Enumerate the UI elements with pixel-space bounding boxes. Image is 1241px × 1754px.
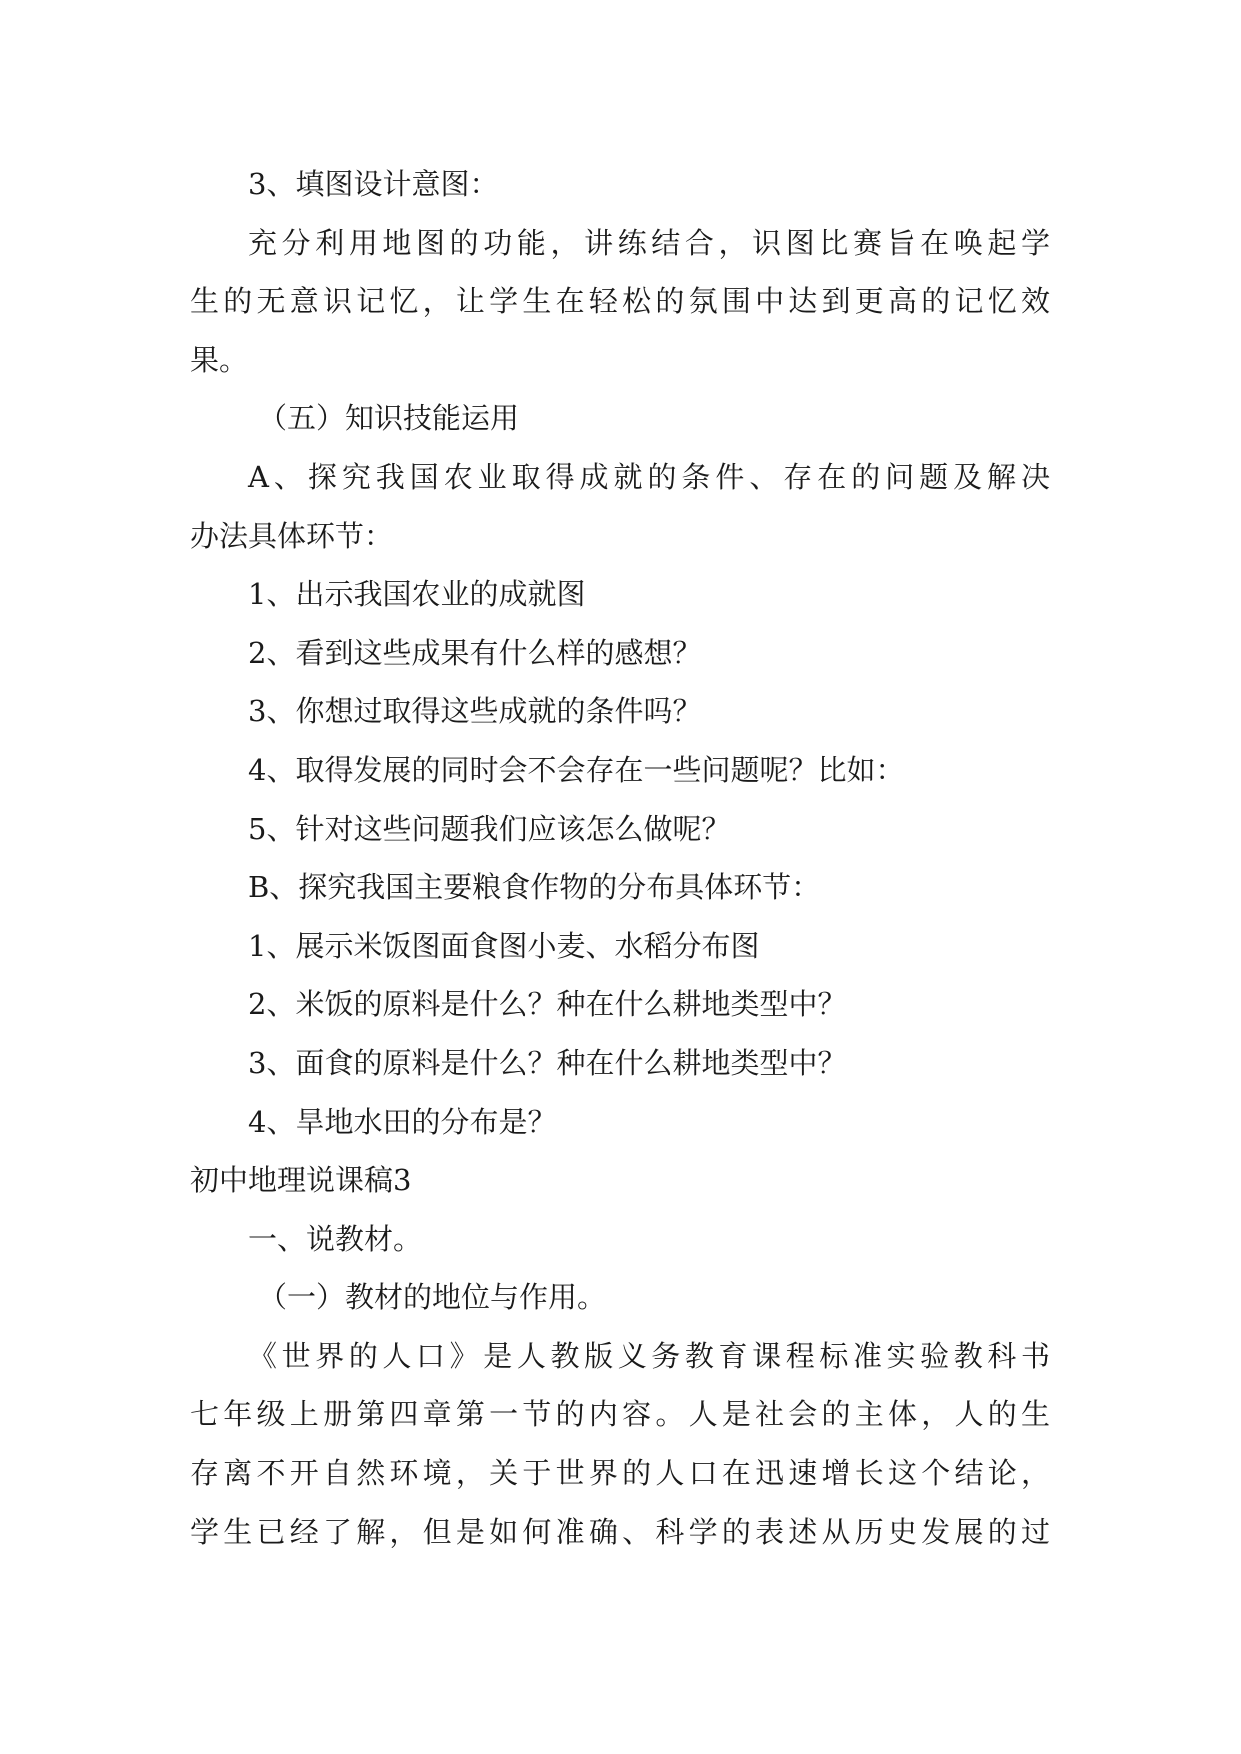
list-item: 4、取得发展的同时会不会存在一些问题呢？比如： <box>248 752 905 787</box>
list-item: 1、展示米饭图面食图小麦、水稻分布图 <box>248 928 760 963</box>
paragraph-line: B、探究我国主要粮食作物的分布具体环节： <box>248 870 821 905</box>
paragraph-line: 学生已经了解，但是如何准确、科学的表述从历史发展的过 <box>190 1514 1050 1549</box>
list-item: 3、面食的原料是什么？种在什么耕地类型中？ <box>248 1045 847 1080</box>
section-heading: 一、说教材。 <box>248 1221 423 1256</box>
paragraph-line: 充分利用地图的功能，讲练结合，识图比赛旨在唤起学 <box>248 225 1050 260</box>
document-body <box>190 155 1050 1561</box>
paragraph-line: 存离不开自然环境，关于世界的人口在迅速增长这个结论， <box>190 1456 1050 1491</box>
list-item: 2、米饭的原料是什么？种在什么耕地类型中？ <box>248 987 847 1022</box>
document-title: 初中地理说课稿3 <box>190 1163 412 1198</box>
list-item: 2、看到这些成果有什么样的感想？ <box>248 635 702 670</box>
paragraph-line: 果。 <box>190 342 249 377</box>
list-item: 4、旱地水田的分布是？ <box>248 1104 557 1139</box>
paragraph-line: A、探究我国农业取得成就的条件、存在的问题及解决 <box>248 459 1050 494</box>
paragraph-line: 3、填图设计意图： <box>248 167 499 201</box>
list-item: 3、你想过取得这些成就的条件吗？ <box>248 694 702 729</box>
paragraph-line: 生的无意识记忆，让学生在轻松的氛围中达到更高的记忆效 <box>190 284 1050 319</box>
section-heading: （一）教材的地位与作用。 <box>258 1280 607 1315</box>
paragraph-line: 《世界的人口》是人教版义务教育课程标准实验教科书 <box>248 1338 1050 1373</box>
list-item: 5、针对这些问题我们应该怎么做呢？ <box>248 811 731 846</box>
list-item: 1、出示我国农业的成就图 <box>248 577 586 612</box>
paragraph-line: 办法具体环节： <box>190 518 394 553</box>
section-heading: （五）知识技能运用 <box>258 401 520 436</box>
paragraph-line: 七年级上册第四章第一节的内容。人是社会的主体，人的生 <box>190 1397 1050 1432</box>
